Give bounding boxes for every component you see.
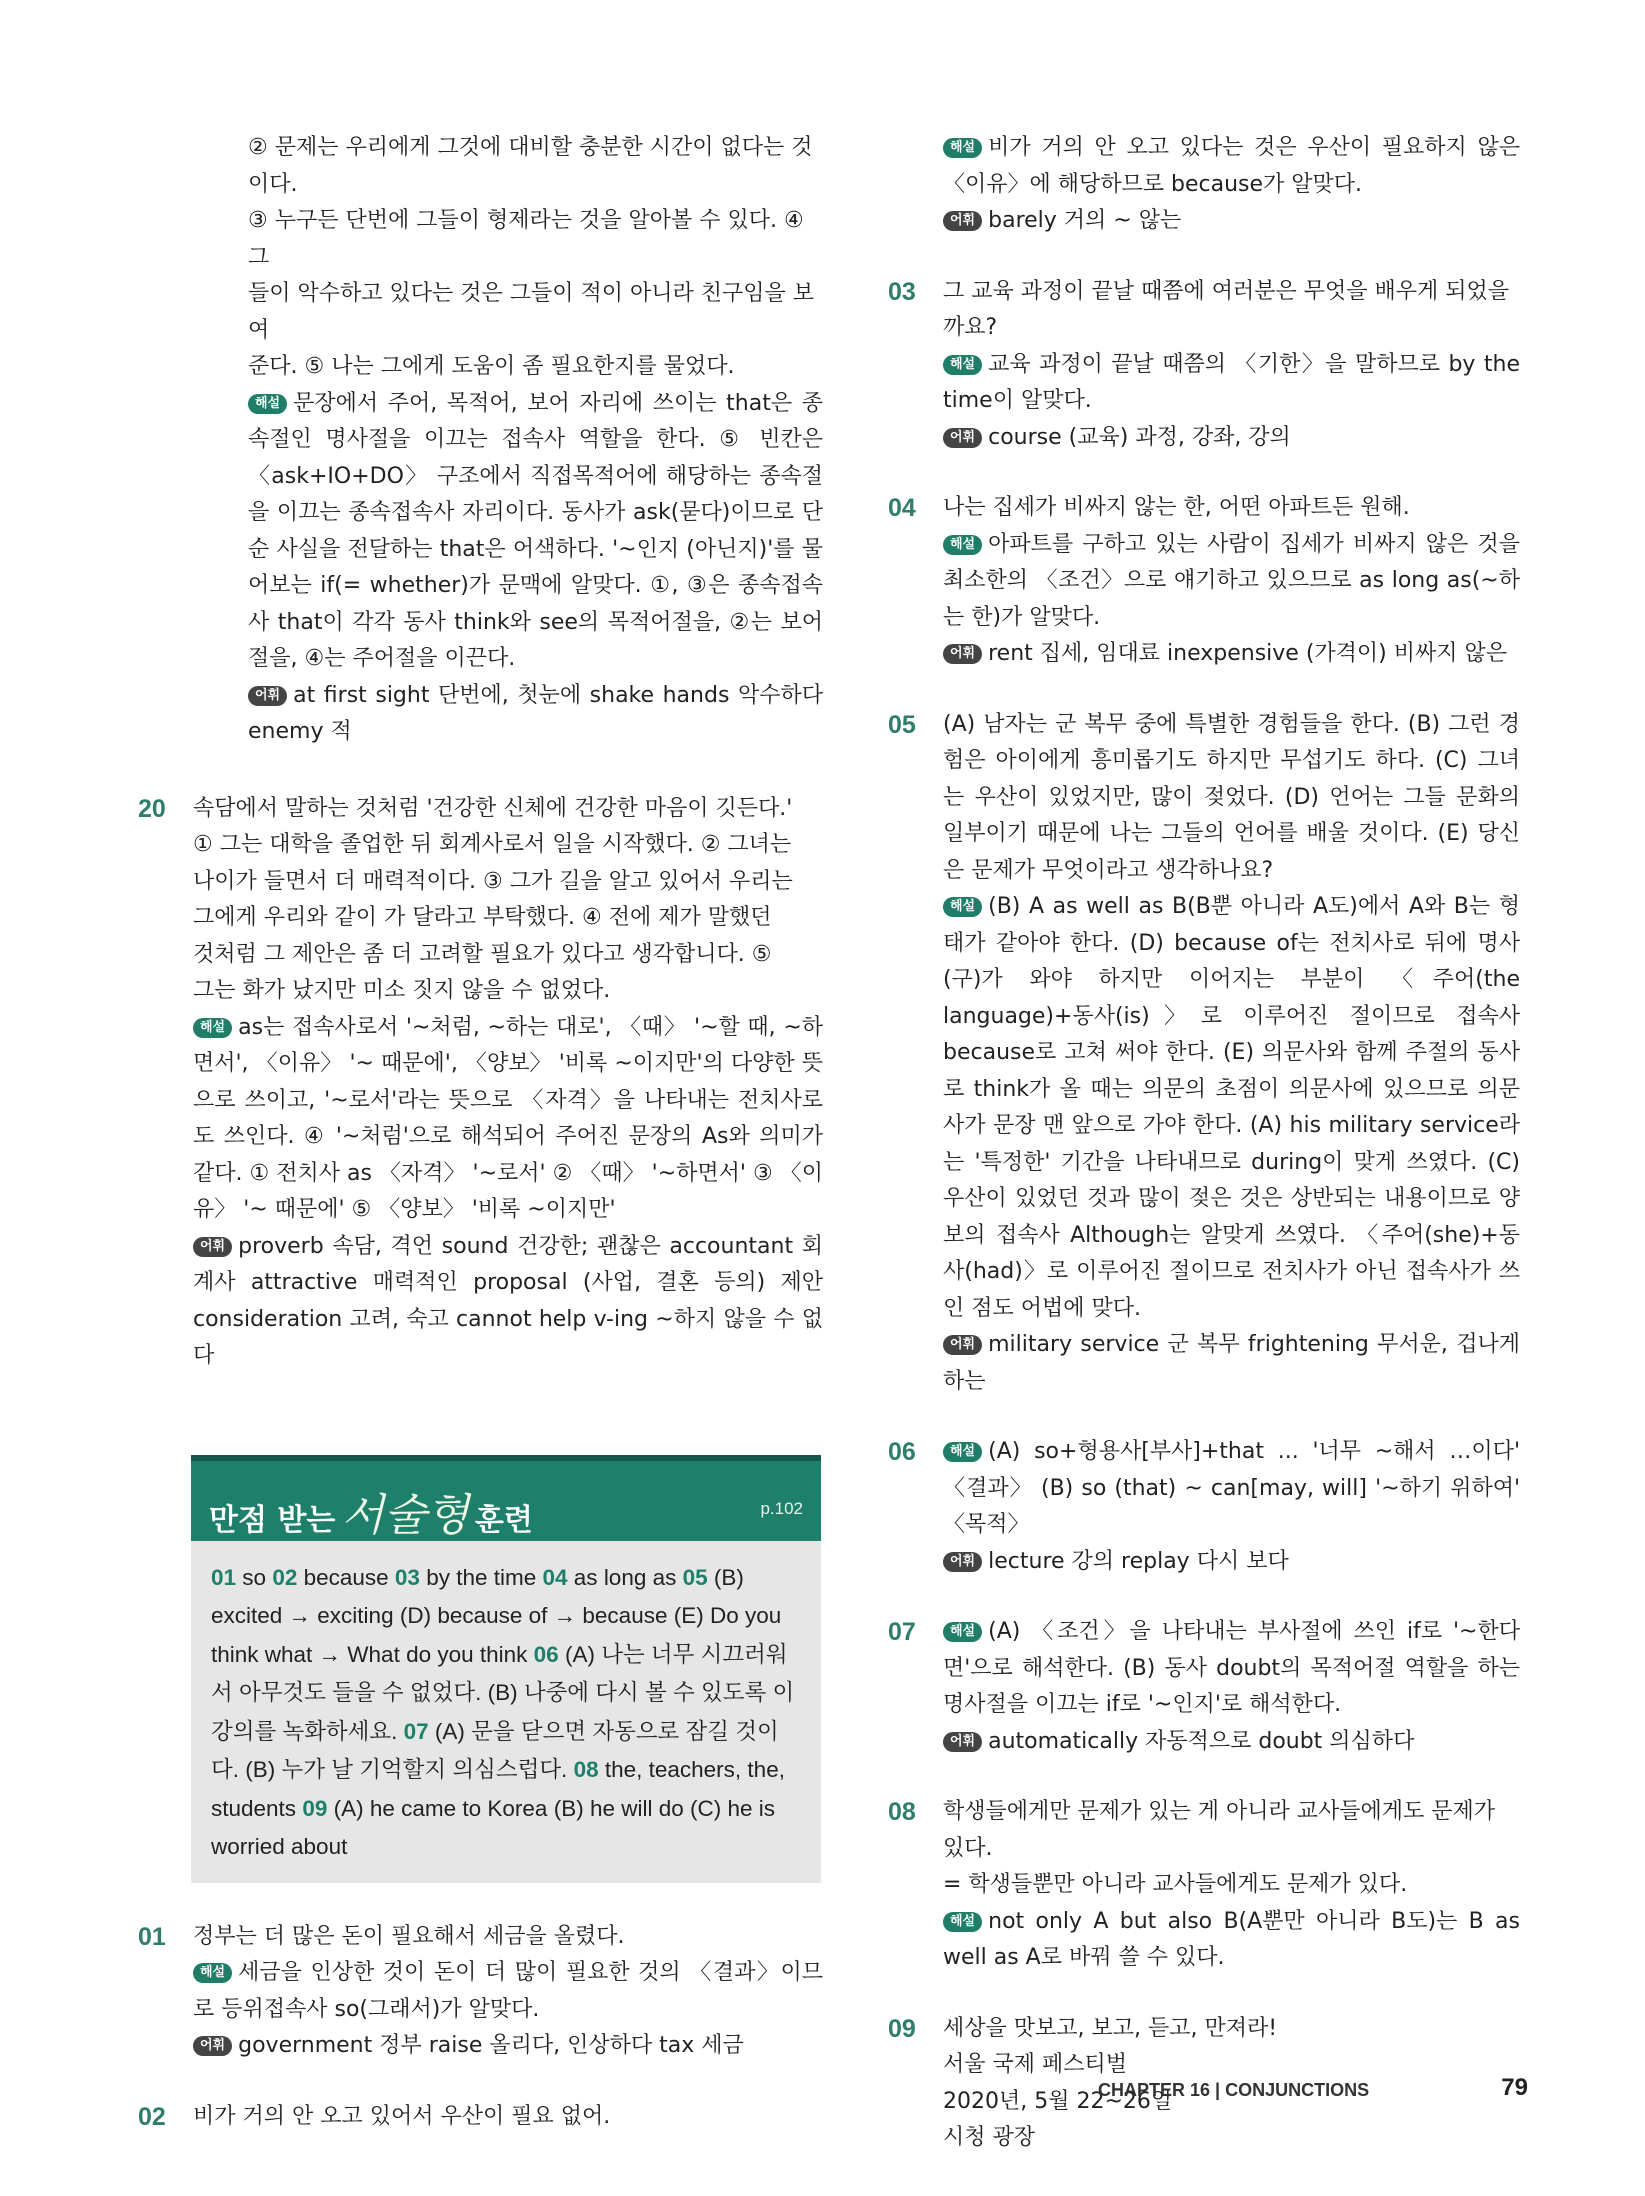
q19-vocab-text: at first sight 단번에, 첫눈에 shake hands 악수하다 enemy 적 xyxy=(248,682,823,744)
q07-explanation xyxy=(943,1614,1520,1724)
q20-explanation xyxy=(193,1010,823,1229)
question-02 xyxy=(138,2099,823,2136)
q07-vocab-text: automatically 자동적으로 doubt 의심하다 xyxy=(988,1728,1415,1754)
q09-line-4: 시청 광장 xyxy=(943,2125,1036,2150)
q06-explanation xyxy=(943,1434,1520,1544)
q20-line-2: ① 그는 대학을 졸업한 뒤 회계사로서 일을 시작했다. ② 그녀는 xyxy=(193,832,792,857)
q20-explanation-text: as는 접속사로서 '~처럼, ~하는 대로', 〈때〉 '~할 때, ~하면서', 〈이유〉 '~ 때문에', 〈양보〉 '비록 ~이지만'의 다양한 뜻으로 쓰이고, '~로서'라는 뜻으로 〈자격〉을 나타내는 전치사로도 쓰인다. ④ '~처럼'으로 해석되어 주어진 문장의 As와 의미가 같다. ① 전치사 as 〈자격〉 '~로서' ② 〈때〉 '~하면서' ③ 〈이유〉 '~ 때문에' ⑤ 〈양보〉 '비록 ~이지만' xyxy=(193,1014,823,1222)
q04-explanation-text: 아파트를 구하고 있는 사람이 집세가 비싸지 않은 것을 최소한의 〈조건〉으로 얘기하고 있으므로 as long as(~하는 한)가 알맞다. xyxy=(943,531,1520,630)
answer-box xyxy=(191,1455,821,1883)
question-number: 04 xyxy=(888,494,916,522)
q03-explanation xyxy=(943,347,1520,420)
q01-vocab xyxy=(193,2028,823,2065)
q20-line-5: 것처럼 그 제안은 좀 더 고려할 필요가 있다고 생각합니다. ⑤ xyxy=(193,941,772,967)
vocab-badge: 어휘 xyxy=(943,1732,982,1752)
q04-line: 나는 집세가 비싸지 않는 한, 어떤 아파트든 원해. xyxy=(943,495,1410,520)
question-03 xyxy=(888,274,1520,457)
q08-explanation xyxy=(943,1904,1520,1977)
question-number: 01 xyxy=(138,1922,166,1951)
q05-vocab xyxy=(943,1327,1520,1400)
question-number: 06 xyxy=(888,1438,916,1466)
explanation-badge: 해설 xyxy=(943,355,982,375)
explanation-badge: 해설 xyxy=(943,535,982,555)
q06-vocab xyxy=(943,1544,1520,1581)
answer-text: by the time xyxy=(419,1564,543,1590)
page-footer xyxy=(1098,2074,1528,2110)
page-number: 79 xyxy=(1501,2074,1528,2101)
q19-explanation xyxy=(248,386,823,678)
question-07 xyxy=(888,1614,1520,1760)
answer-number: 01 xyxy=(211,1564,237,1590)
question-08 xyxy=(888,1794,1520,1977)
explanation-badge: 해설 xyxy=(248,394,287,414)
vocab-badge: 어휘 xyxy=(943,1552,982,1572)
answer-text: (B) excited → exciting (D) because of → because (E) Do you think what → What do you think xyxy=(211,1564,782,1667)
explanation-badge: 해설 xyxy=(943,1442,982,1462)
q01-explanation-text: 세금을 인상한 것이 돈이 더 많이 필요한 것의 〈결과〉이므로 등위접속사 so(그래서)가 알맞다. xyxy=(193,1960,823,2022)
q08-explanation-text: not only A but also B(A뿐만 아니라 B도)는 B as well as A로 바꿔 쓸 수 있다. xyxy=(943,1908,1520,1970)
q19-line-4: 준다. ⑤ 나는 그에게 도움이 좀 필요한지를 물었다. xyxy=(248,354,735,379)
q19-line-3: 들이 악수하고 있다는 것은 그들이 적이 아니라 친구임을 보여 xyxy=(248,281,814,343)
q03-vocab xyxy=(943,420,1520,457)
q01-line: 정부는 더 많은 돈이 필요해서 세금을 올렸다. xyxy=(193,1923,625,1949)
q02-explanation-text: 비가 거의 안 오고 있다는 것은 우산이 필요하지 않은 〈이유〉에 해당하므로 because가 알맞다. xyxy=(943,135,1520,197)
q20-line-4: 그에게 우리와 같이 가 달라고 부탁했다. ④ 전에 제가 말했던 xyxy=(193,905,772,930)
vocab-badge: 어휘 xyxy=(248,686,287,706)
q20-line-3: 나이가 들면서 더 매력적이다. ③ 그가 길을 알고 있어서 우리는 xyxy=(193,868,793,894)
q19-line-1: ② 문제는 우리에게 그것에 대비할 충분한 시간이 없다는 것이다. xyxy=(248,135,813,197)
vocab-badge: 어휘 xyxy=(193,2036,232,2056)
answer-number: 04 xyxy=(542,1564,568,1590)
chapter-label: CHAPTER 16 | CONJUNCTIONS xyxy=(1098,2080,1370,2100)
answer-box-body xyxy=(191,1541,821,1883)
explanation-badge: 해설 xyxy=(193,1963,232,1983)
answer-number: 02 xyxy=(272,1564,298,1590)
answer-text: the, teachers, the, students xyxy=(211,1757,785,1821)
vocab-badge: 어휘 xyxy=(943,428,982,448)
vocab-badge: 어휘 xyxy=(943,644,982,664)
q01-explanation xyxy=(193,1955,823,2028)
q08-line-2: = 학생들뿐만 아니라 교사들에게도 문제가 있다. xyxy=(943,1872,1408,1897)
q02-continuation xyxy=(888,130,1520,240)
answer-number: 05 xyxy=(682,1564,708,1590)
question-number: 07 xyxy=(888,1618,916,1646)
q05-explanation xyxy=(943,889,1520,1327)
q04-vocab xyxy=(943,636,1520,673)
q06-vocab-text: lecture 강의 replay 다시 보다 xyxy=(988,1548,1289,1574)
title-script: 서술형 xyxy=(341,1489,469,1541)
q03-vocab-text: course (교육) 과정, 강좌, 강의 xyxy=(988,424,1291,450)
question-number: 05 xyxy=(888,710,916,739)
answer-number: 07 xyxy=(403,1718,429,1744)
q02-vocab xyxy=(943,203,1520,240)
answer-box-page-ref: p.102 xyxy=(760,1498,803,1518)
q05-explanation-text: (B) A as well as B(B뿐 아니라 A도)에서 A와 B는 형태가 같아야 한다. (D) because of는 전치사로 뒤에 명사(구)가 와야 하지만 이어지는 부분이 〈주어(the language)+동사(is)〉로 이루어진 절이므로 접속사 because로 고쳐 써야 한다. (E) 의문사와 함께 주절의 동사로 think가 올 때는 의문의 초점이 의문사에 있으므로 의문사가 문장 맨 앞으로 가야 한다. (A) his military service라는 '특정한' 기간을 나타내므로 during이 맞게 쓰였다. (C) 우산이 있었던 것과 많이 젖은 것은 상반되는 내용이므로 양보의 접속사 Although는 알맞게 쓰였다. 〈주어(she)+동사(had)〉로 이루어진 절이므로 전치사가 아닌 접속사가 쓰인 점도 어법에 맞다. xyxy=(943,894,1520,1321)
question-01 xyxy=(138,1919,823,2065)
question-04 xyxy=(888,490,1520,673)
question-20 xyxy=(138,791,823,1375)
q04-vocab-text: rent 집세, 임대료 inexpensive (가격이) 비싸지 않은 xyxy=(988,641,1507,666)
q09-line-3: 2020년, 5월 22~26일 xyxy=(943,2088,1173,2114)
q19-line-2: ③ 누구든 단번에 그들이 형제라는 것을 알아볼 수 있다. ④ 그 xyxy=(248,208,804,270)
q19-explanation-text: 문장에서 주어, 목적어, 보어 자리에 쓰이는 that은 종속절인 명사절을 이끄는 접속사 역할을 한다. ⑤ 빈칸은 〈ask+IO+DO〉 구조에서 직접목적어에 해당하는 종속절을 이끄는 종속접속사 자리이다. 동사가 ask(묻다)이므로 단순 사실을 전달하는 that은 어색하다. '~인지 (아닌지)'를 물어보는 if(= whether)가 문맥에 알맞다. ①, ③은 종속접속사 that이 각각 동사 think와 see의 목적어절을, ②는 보어절을, ④는 주어절을 이끈다. xyxy=(248,390,823,671)
q08-line-1: 학생들에게만 문제가 있는 게 아니라 교사들에게도 문제가 있다. xyxy=(943,1799,1496,1861)
q02-vocab-text: barely 거의 ~ 않는 xyxy=(988,208,1182,233)
explanation-badge: 해설 xyxy=(193,1018,232,1038)
explanation-badge: 해설 xyxy=(943,1622,982,1642)
answer-text: because xyxy=(297,1564,395,1590)
q20-line-1: 속담에서 말하는 것처럼 '건강한 신체에 건강한 마음이 깃든다.' xyxy=(193,795,793,821)
q06-explanation-text: (A) so+형용사[부사]+that ... '너무 ~해서 …이다' 〈결과〉 (B) so (that) ~ can[may, will] '~하기 위하여' 〈목적〉 xyxy=(943,1439,1520,1537)
q02-line: 비가 거의 안 오고 있어서 우산이 필요 없어. xyxy=(193,2103,611,2129)
q09-line-1: 세상을 맛보고, 보고, 듣고, 만져라! xyxy=(943,2015,1278,2041)
q01-vocab-text: government 정부 raise 올리다, 인상하다 tax 세금 xyxy=(238,2033,744,2058)
question-05 xyxy=(888,707,1520,1401)
right-column xyxy=(888,130,1520,2157)
q04-explanation xyxy=(943,527,1520,637)
answer-number: 09 xyxy=(302,1795,328,1821)
answer-number: 08 xyxy=(573,1757,599,1782)
question-06 xyxy=(888,1434,1520,1580)
answer-text: (A) 문을 닫으면 자동으로 잠길 것이다. (B) 누가 날 기억할지 의심스럽다. xyxy=(211,1718,779,1782)
explanation-badge: 해설 xyxy=(943,138,982,158)
question-number: 03 xyxy=(888,277,916,306)
q07-vocab xyxy=(943,1724,1520,1761)
q20-vocab-text: proverb 속담, 격언 sound 건강한; 괜찮은 accountant 회계사 attractive 매력적인 proposal (사업, 결혼 등의) 제안 consideration 고려, 숙고 cannot help v-ing ~하지 않을 수 없다 xyxy=(193,1233,823,1368)
q19-vocab xyxy=(248,678,823,751)
answer-box-header xyxy=(191,1455,821,1541)
q05-line: (A) 남자는 군 복무 중에 특별한 경험들을 한다. (B) 그런 경험은 아이에게 흥미롭기도 하지만 무섭기도 하다. (C) 그녀는 우산이 있었지만, 많이 젖었다. (D) 언어는 그들 문화의 일부이기 때문에 나는 그들의 언어를 배울 것이다. (E) 당신은 문제가 무엇이라고 생각하나요? xyxy=(943,711,1520,883)
question-number: 09 xyxy=(888,2014,916,2043)
q02-explanation xyxy=(943,130,1520,203)
vocab-badge: 어휘 xyxy=(943,1335,982,1355)
vocab-badge: 어휘 xyxy=(943,211,982,231)
explanation-badge: 해설 xyxy=(943,1912,982,1932)
answer-text: as long as xyxy=(567,1564,683,1590)
q03-line: 그 교육 과정이 끝날 때쯤에 여러분은 무엇을 배우게 되었을까요? xyxy=(943,278,1509,340)
q19-continuation xyxy=(193,130,823,751)
answer-number: 03 xyxy=(394,1564,420,1590)
answer-number: 06 xyxy=(533,1641,559,1667)
answer-text: (A) 나는 너무 시끄러워서 아무것도 들을 수 없었다. (B) 나중에 다시 볼 수 있도록 이 강의를 녹화하세요. xyxy=(211,1641,795,1744)
answer-text: (A) he came to Korea (B) he will do (C) he is worried about xyxy=(211,1795,776,1859)
answer-text: so xyxy=(236,1564,273,1590)
question-number: 08 xyxy=(888,1798,916,1826)
vocab-badge: 어휘 xyxy=(193,1237,232,1257)
q03-explanation-text: 교육 과정이 끝날 때쯤의 〈기한〉을 말하므로 by the time이 알맞다. xyxy=(943,351,1520,413)
q09-line-2: 서울 국제 페스티벌 xyxy=(943,2052,1128,2077)
question-number: 20 xyxy=(138,794,166,823)
answer-box-title: 만점 받는 서술형 훈련 xyxy=(209,1489,533,1541)
q07-explanation-text: (A) 〈조건〉을 나타내는 부사절에 쓰인 if로 '~한다면'으로 해석한다. (B) 동사 doubt의 목적어절 역할을 하는 명사절을 이끄는 if로 '~인지'로 해석한다. xyxy=(943,1619,1520,1717)
q20-vocab xyxy=(193,1229,823,1375)
q05-vocab-text: military service 군 복무 frightening 무서운, 겁나게 하는 xyxy=(943,1332,1520,1394)
q20-line-6: 그는 화가 났지만 미소 짓지 않을 수 없었다. xyxy=(193,978,611,1003)
left-column xyxy=(138,130,823,2135)
explanation-badge: 해설 xyxy=(943,897,982,917)
question-number: 02 xyxy=(138,2102,166,2131)
